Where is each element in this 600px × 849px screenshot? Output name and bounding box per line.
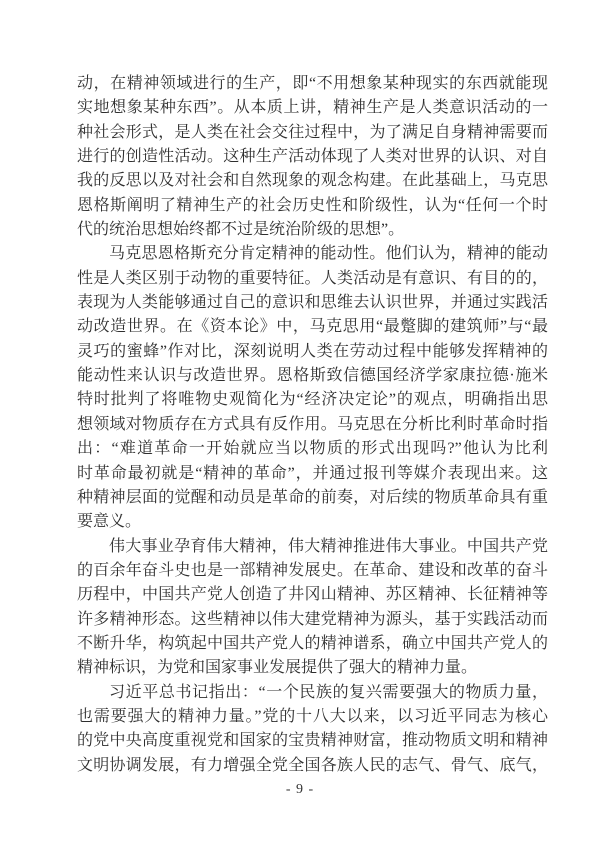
text-line: 进行的创造性活动。这种生产活动体现了人类对世界的认识、对自 — [77, 148, 548, 166]
text-line: 历程中，中国共产党人创造了井冈山精神、苏区精神、长征精神等 — [77, 586, 548, 604]
text-line: 动改造世界。在《资本论》中，马克思用“最蹩脚的建筑师”与“最 — [77, 318, 548, 336]
text-line: 性是人类区别于动物的重要特征。人类活动是有意识、有目的的， — [77, 269, 548, 287]
text-line: 马克思恩格斯充分肯定精神的能动性。他们认为，精神的能动 — [109, 245, 548, 263]
text-line: 许多精神形态。这些精神以伟大建党精神为源头，基于实践活动而 — [77, 610, 548, 628]
text-line: 要意义。 — [77, 513, 142, 531]
text-line: 种社会形式，是人类在社会交往过程中，为了满足自身精神需要而 — [77, 123, 548, 141]
text-line: 能动性来认识与改造世界。恩格斯致信德国经济学家康拉德·施米 — [77, 367, 548, 385]
text-line: 习近平总书记指出：“一个民族的复兴需要强大的物质力量， — [109, 683, 548, 701]
text-line: 动，在精神领域进行的生产，即“不用想象某种现实的东西就能现 — [77, 75, 548, 92]
text-block — [77, 72, 548, 778]
text-line: 不断升华，构筑起中国共产党人的精神谱系，确立中国共产党人的 — [77, 634, 548, 652]
text-line: 精神标识，为党和国家事业发展提供了强大的精神力量。 — [77, 659, 478, 677]
text-line: 的百余年奋斗史也是一部精神发展史。在革命、建设和改革的奋斗 — [77, 561, 548, 579]
text-line: 伟大事业孕育伟大精神，伟大精神推进伟大事业。中国共产党 — [109, 537, 548, 555]
text-line: 时革命最初就是“精神的革命”，并通过报刊等媒介表现出来。这 — [77, 464, 548, 482]
text-line: 恩格斯阐明了精神生产的社会历史性和阶级性，认为“任何一个时 — [77, 196, 548, 214]
page-number: - 9 - — [285, 782, 315, 797]
text-line: 想领域对物质存在方式具有反作用。马克思在分析比利时革命时指 — [77, 415, 548, 433]
text-line: 的党中央高度重视党和国家的宝贵精神财富，推动物质文明和精神 — [77, 732, 548, 750]
text-line: 实地想象某种东西”。从本质上讲，精神生产是人类意识活动的一 — [77, 99, 548, 117]
text-line: 代的统治思想始终都不过是统治阶级的思想”。 — [77, 221, 405, 239]
text-line: 种精神层面的觉醒和动员是革命的前奏，对后续的物质革命具有重 — [77, 488, 548, 506]
text-line: 文明协调发展，有力增强全党全国各族人民的志气、骨气、底气， — [77, 756, 548, 774]
text-line: 出：“难道革命一开始就应当以物质的形式出现吗?”他认为比利 — [77, 440, 548, 458]
text-line: 灵巧的蜜蜂”作对比，深刻说明人类在劳动过程中能够发挥精神的 — [77, 342, 548, 360]
text-line: 我的反思以及对社会和自然现象的观念构建。在此基础上，马克思 — [77, 172, 548, 190]
text-line: 特时批判了将唯物史观简化为“经济决定论”的观点，明确指出思 — [77, 391, 548, 409]
text-line: 也需要强大的精神力量。”党的十八大以来，以习近平同志为核心 — [77, 707, 548, 725]
text-line: 表现为人类能够通过自己的意识和思维去认识世界，并通过实践活 — [77, 294, 548, 312]
